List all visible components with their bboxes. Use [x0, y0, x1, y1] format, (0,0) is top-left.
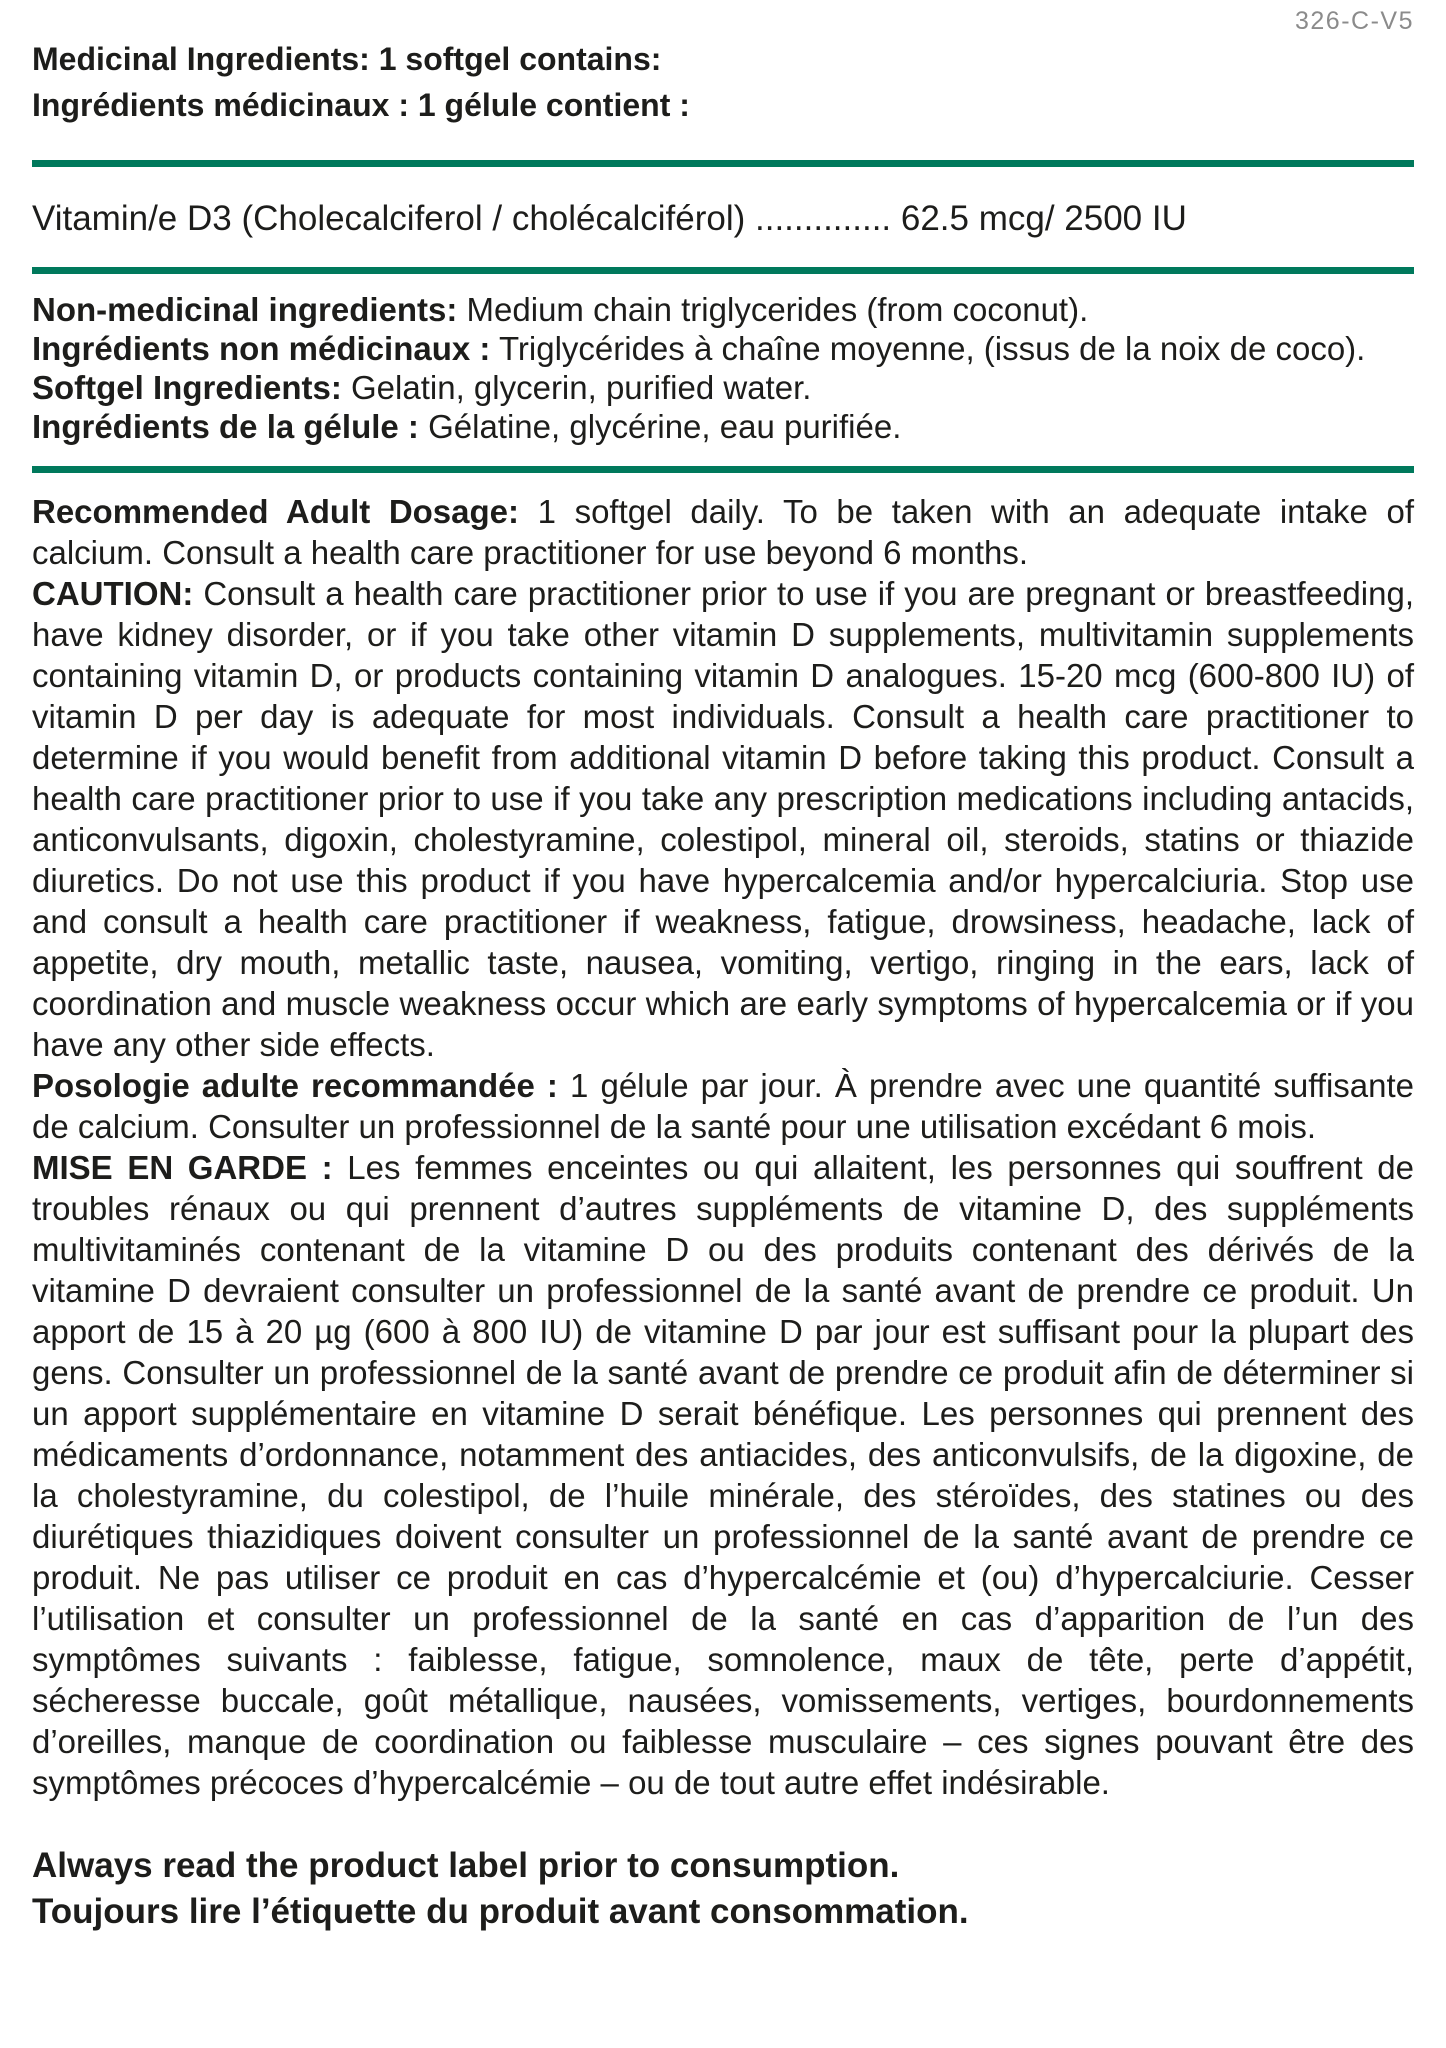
paragraph-lead: Recommended Adult Dosage: — [32, 493, 520, 530]
ingredient-name: Vitamin/e D3 (Cholecalciferol / cholécalciférol) — [32, 199, 746, 238]
paragraph-text: Gélatine, glycérine, eau purifiée. — [418, 408, 902, 445]
paragraph-lead: Non-medicinal ingredients: — [32, 291, 458, 328]
section-divider — [32, 267, 1414, 274]
non-medicinal-fr — [32, 329, 1414, 368]
ingredient-amount: 62.5 mcg/ 2500 IU — [900, 199, 1187, 238]
dosage-section — [32, 491, 1414, 1803]
paragraph-text: Gelatin, glycerin, purified water. — [341, 369, 812, 406]
non-medicinal-section — [32, 290, 1414, 446]
softgel-ingredients-en — [32, 368, 1414, 407]
paragraph-lead: CAUTION: — [32, 575, 194, 612]
paragraph-lead: Softgel Ingredients: — [32, 369, 342, 406]
dosage-en — [32, 491, 1414, 573]
dosage-fr — [32, 1065, 1414, 1147]
section-divider — [32, 160, 1414, 167]
paragraph-lead: Ingrédients de la gélule : — [32, 408, 419, 445]
medicinal-header-fr: Ingrédients médicinaux : 1 gélule contient : — [32, 87, 690, 123]
paragraph-lead: Ingrédients non médicinaux : — [32, 330, 491, 367]
softgel-ingredients-fr — [32, 407, 1414, 446]
caution-en — [32, 573, 1414, 1065]
dot-leader: .............. — [755, 199, 892, 238]
paragraph-text: Medium chain triglycerides (from coconut). — [457, 291, 1089, 328]
medicinal-header — [32, 36, 1414, 128]
section-divider — [32, 466, 1414, 473]
ingredient-row — [32, 199, 1414, 239]
paragraph-text: Triglycérides à chaîne moyenne, (issus de la noix de coco). — [490, 330, 1366, 367]
non-medicinal-en — [32, 290, 1414, 329]
paragraph-text: 1 gélule par jour. À prendre avec une quantité suffisante de calcium. Consulter un professionnel de la santé pour une utilisation excédant 6 mois. — [32, 1067, 1415, 1145]
footer-note-fr: Toujours lire l’étiquette du produit avant consommation. — [32, 1892, 969, 1931]
medicinal-header-en: Medicinal Ingredients: 1 softgel contains: — [32, 41, 662, 77]
revision-code: 326-C-V5 — [1295, 7, 1414, 35]
paragraph-text: Les femmes enceintes ou qui allaitent, les personnes qui souffrent de troubles rénaux ou qui prennent d’autres suppléments de vitamine D, des suppléments multivitaminés contenant de la vitamine D ou des produits contenant des dérivés de la vitamine D devraient consulter un professionnel de la santé avant de prendre ce produit. Un apport de 15 à 20 µg (600 à 800 IU) de vitamine D par jour est suffisant pour la plupart des gens. Consulter un professionnel de la santé avant de prendre ce produit afin de déterminer si un apport supplémentaire en vitamine D serait bénéfique. Les personnes qui prennent des médicaments d’ordonnance, notamment des antiacides, des anticonvulsifs, de la digoxine, de la cholestyramine, du colestipol, de l’huile minérale, des stéroïdes, des statines ou des diurétiques thiazidiques doivent consulter un professionnel de la santé avant de prendre ce produit. Ne pas utiliser ce produit en cas d’hypercalcémie et (ou) d’hypercalciurie. Cesser l’utilisation et consulter un professionnel de la santé en cas d’apparition de l’un des symptômes suivants : faiblesse, fatigue, somnolence, maux de tête, perte d’appétit, sécheresse buccale, goût métallique, nausées, vomissements, vertiges, bourdonnements d’oreilles, manque de coordination ou faiblesse musculaire – ces signes pouvant être des symptômes précoces d’hypercalcémie – ou de tout autre effet indésirable. — [32, 1149, 1414, 1801]
caution-fr — [32, 1147, 1414, 1803]
paragraph-lead: Posologie adulte recommandée : — [32, 1067, 558, 1104]
paragraph-lead: MISE EN GARDE : — [32, 1149, 333, 1186]
paragraph-text: 1 softgel daily. To be taken with an adequate intake of calcium. Consult a health care practitioner for use beyond 6 months. — [32, 493, 1415, 571]
footer-note-en: Always read the product label prior to consumption. — [32, 1846, 900, 1885]
footer-notes — [32, 1843, 1414, 1935]
paragraph-text: Consult a health care practitioner prior to use if you are pregnant or breastfeeding, have kidney disorder, or if you take other vitamin D supplements, multivitamin supplements containing vitamin D, or products containing vitamin D analogues. 15-20 mcg (600-800 IU) of vitamin D per day is adequate for most individuals. Consult a health care practitioner to determine if you would benefit from additional vitamin D before taking this product. Consult a health care practitioner prior to use if you take any prescription medications including antacids, anticonvulsants, digoxin, cholestyramine, colestipol, mineral oil, steroids, statins or thiazide diuretics. Do not use this product if you have hypercalcemia and/or hypercalciuria. Stop use and consult a health care practitioner if weakness, fatigue, drowsiness, headache, lack of appetite, dry mouth, metallic taste, nausea, vomiting, vertigo, ringing in the ears, lack of coordination and muscle weakness occur which are early symptoms of hypercalcemia or if you have any other side effects. — [32, 575, 1414, 1063]
